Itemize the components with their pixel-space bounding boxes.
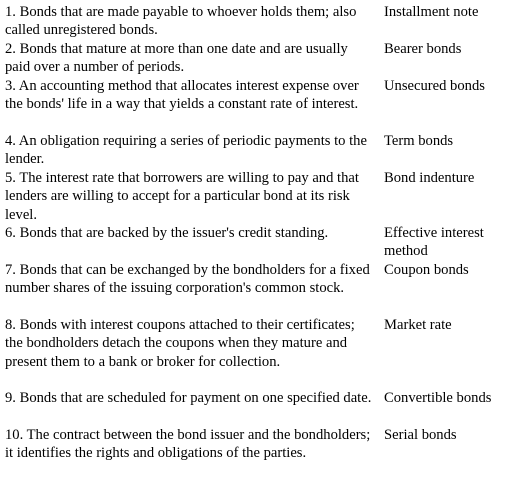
table-row (0, 132, 506, 169)
definition-text: 3. An accounting method that allocates interest expense over the bonds' life in a way that yields a constant rate of interest. (5, 78, 359, 113)
definition-text: 1. Bonds that are made payable to whoever holds them; also called unregistered bonds. (5, 4, 357, 39)
term-text: Serial bonds (384, 427, 457, 443)
table-row (0, 389, 506, 426)
term-text: Effective interest method (384, 225, 484, 260)
term-text: Bond indenture (384, 170, 475, 186)
term-text: Market rate (384, 317, 452, 333)
table-row (0, 77, 506, 132)
table-row (0, 426, 506, 481)
term-text: Term bonds (384, 133, 454, 149)
table-row (0, 169, 506, 224)
table-row (0, 3, 506, 40)
term-text: Bearer bonds (384, 41, 462, 57)
definition-text: 7. Bonds that can be exchanged by the bondholders for a fixed number shares of the issuing corporation's common stock. (5, 262, 370, 297)
term-text: Installment note (384, 4, 479, 20)
term-text: Convertible bonds (384, 390, 492, 406)
definition-text: 2. Bonds that mature at more than one date and are usually paid over a number of periods. (5, 41, 348, 76)
term-text: Unsecured bonds (384, 78, 485, 94)
definition-text: 5. The interest rate that borrowers are willing to pay and that lenders are willing to accept for a particular bond at its risk level. (5, 170, 359, 223)
definition-text: 6. Bonds that are backed by the issuer's credit standing. (5, 225, 329, 241)
definition-text: 4. An obligation requiring a series of periodic payments to the lender. (5, 133, 367, 168)
table-row (0, 316, 506, 389)
table-row (0, 40, 506, 77)
definition-text: 9. Bonds that are scheduled for payment on one specified date. (5, 390, 372, 406)
table-row (0, 261, 506, 316)
table-row (0, 224, 506, 261)
term-text: Coupon bonds (384, 262, 469, 278)
definition-text: 10. The contract between the bond issuer and the bondholders; it identifies the rights and obligations of the parties. (5, 427, 371, 462)
definition-text: 8. Bonds with interest coupons attached to their certificates; the bondholders detach the coupons when they mature and present them to a bank or broker for collection. (5, 317, 355, 370)
